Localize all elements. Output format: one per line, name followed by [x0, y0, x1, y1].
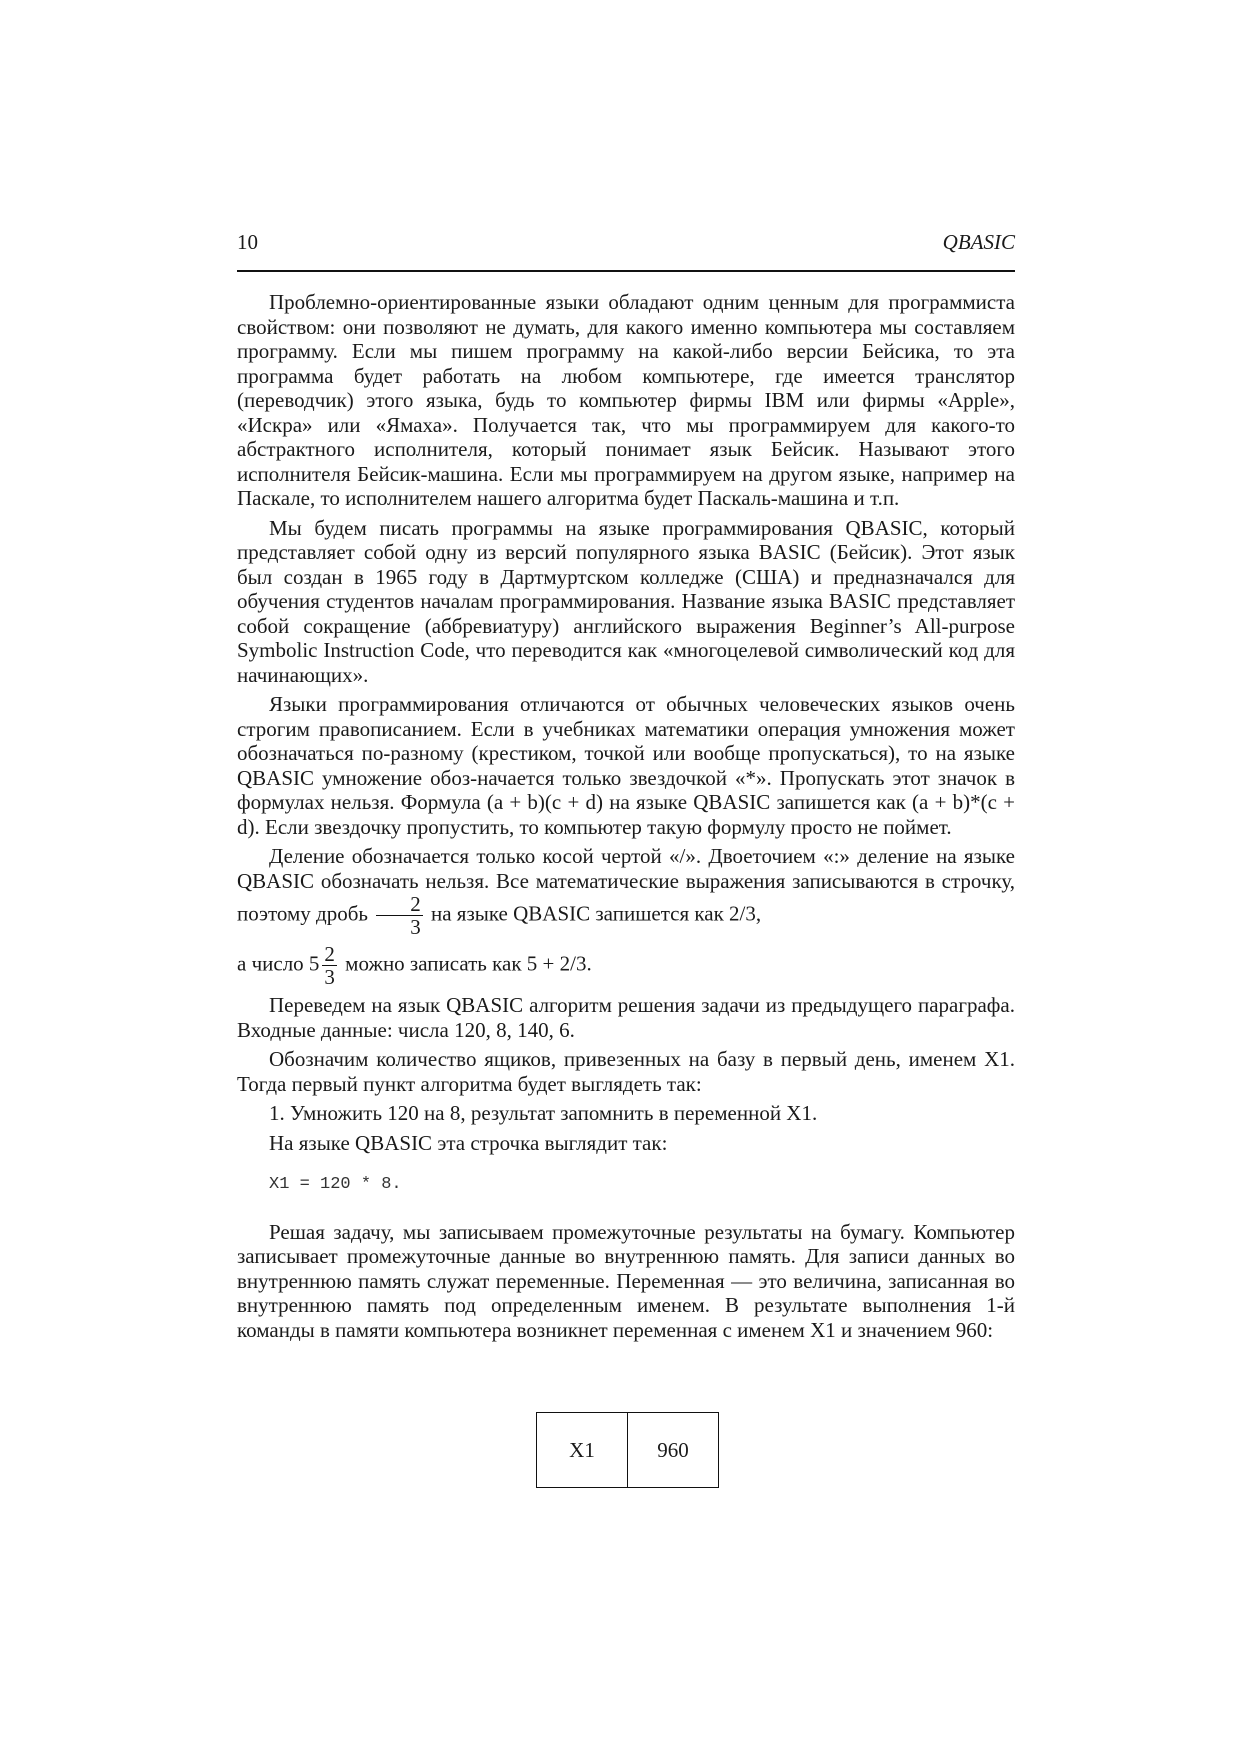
paragraph: Переведем на язык QBASIC алгоритм решения задачи из предыдущего параграфа. Входные данные: числа 120, 8, 140, 6.: [237, 993, 1015, 1042]
paragraph: 1. Умножить 120 на 8, результат запомнить в переменной X1.: [269, 1101, 818, 1125]
mixed-number-text-end: можно записать как 5 + 2/3.: [345, 951, 592, 976]
division-paragraph: [237, 844, 1015, 938]
paragraph: Мы будем писать программы на языке программирования QBASIC, который представляет собой одну из версий популярного языка BASIC (Бейсик). Этот язык был создан в 1965 году в Дартмуртском колледже (США) и предназначался для обучения студентов началам программирования. Название языка BASIC представляет собой сокращение (аббревиатуру) английского выражения Beginner’s All-purpose Symbolic Instruction Code, что переводится как «многоцелевой символический код для начинающих».: [237, 515, 1015, 687]
mixed-number-line: [237, 943, 1015, 988]
page-body: [237, 290, 1015, 1342]
fraction-mixed: [322, 943, 337, 988]
paragraph: Проблемно-ориентированные языки обладают одним ценным для программиста свойством: они позволяют не думать, для какого именно компьютера мы составляем программу. Если мы пишем программу на какой-либо версии Бейсика, то эта программа будет работать на любом компьютере, где имеется транслятор (переводчик) этого языка, будь то компьютер фирмы IBM или фирмы «Apple», «Искра» или «Ямаха». Получается так, что мы программируем для какого-то абстрактного исполнителя, который понимает язык Бейсик. Называют этого исполнителя Бейсик-машина. Если мы программируем на другом языке, например на Паскале, то исполнителем нашего алгоритма будет Паскаль-машина и т.п.: [237, 290, 1015, 510]
fraction-numerator: 2: [376, 893, 423, 916]
division-text-end: на языке QBASIC запишется как 2/3,: [431, 901, 762, 926]
code-line: X1 = 120 * 8.: [269, 1175, 402, 1194]
paragraph: Обозначим количество ящиков, привезенных на базу в первый день, именем X1. Тогда первый пункт алгоритма будет выглядеть так:: [237, 1047, 1015, 1096]
page-header: [237, 230, 1015, 272]
paragraph: Языки программирования отличаются от обычных человеческих языков очень строгим правописанием. Если в учебниках математики операция умножения может обозначаться по-разному (крестиком, точкой или вообще пропускаться), то на языке QBASIC умножение обоз-начается только звездочкой «*». Пропускать этот значок в формулах нельзя. Формула (a + b)(c + d) на языке QBASIC запишется как (a + b)*(c + d). Если звездочку пропустить, то компьютер такую формулу просто не поймет.: [237, 692, 1015, 839]
page-number: 10: [237, 230, 258, 254]
fraction-numerator: 2: [324, 942, 335, 966]
variable-value-cell: 960: [628, 1413, 719, 1488]
fraction-denominator: 3: [324, 965, 335, 989]
fraction-two-thirds: [376, 893, 423, 938]
mixed-number-text: а число 5: [237, 951, 320, 976]
table-row: [537, 1413, 719, 1488]
paragraph: Решая задачу, мы записываем промежуточные результаты на бумагу. Компьютер записывает промежуточные данные во внутреннюю память. Для записи данных во внутреннюю память служат переменные. Переменная — это величина, записанная во внутреннюю память под определенным именем. В результате выполнения 1-й команды в памяти компьютера возникнет переменная с именем X1 и значением 960:: [237, 1219, 1015, 1342]
paragraph: На языке QBASIC эта строчка выглядит так:: [269, 1130, 668, 1155]
variable-name-cell: X1: [537, 1413, 628, 1488]
fraction-denominator: 3: [410, 915, 421, 939]
running-title: QBASIC: [942, 230, 1015, 254]
variable-memory-table: [536, 1412, 719, 1488]
division-text: Деление обозначается только косой чертой «/». Двоеточием «:» деление на языке QBASIC обозначать нельзя. Все математические выражения записываются в строчку, поэтому дробь: [237, 844, 1015, 926]
